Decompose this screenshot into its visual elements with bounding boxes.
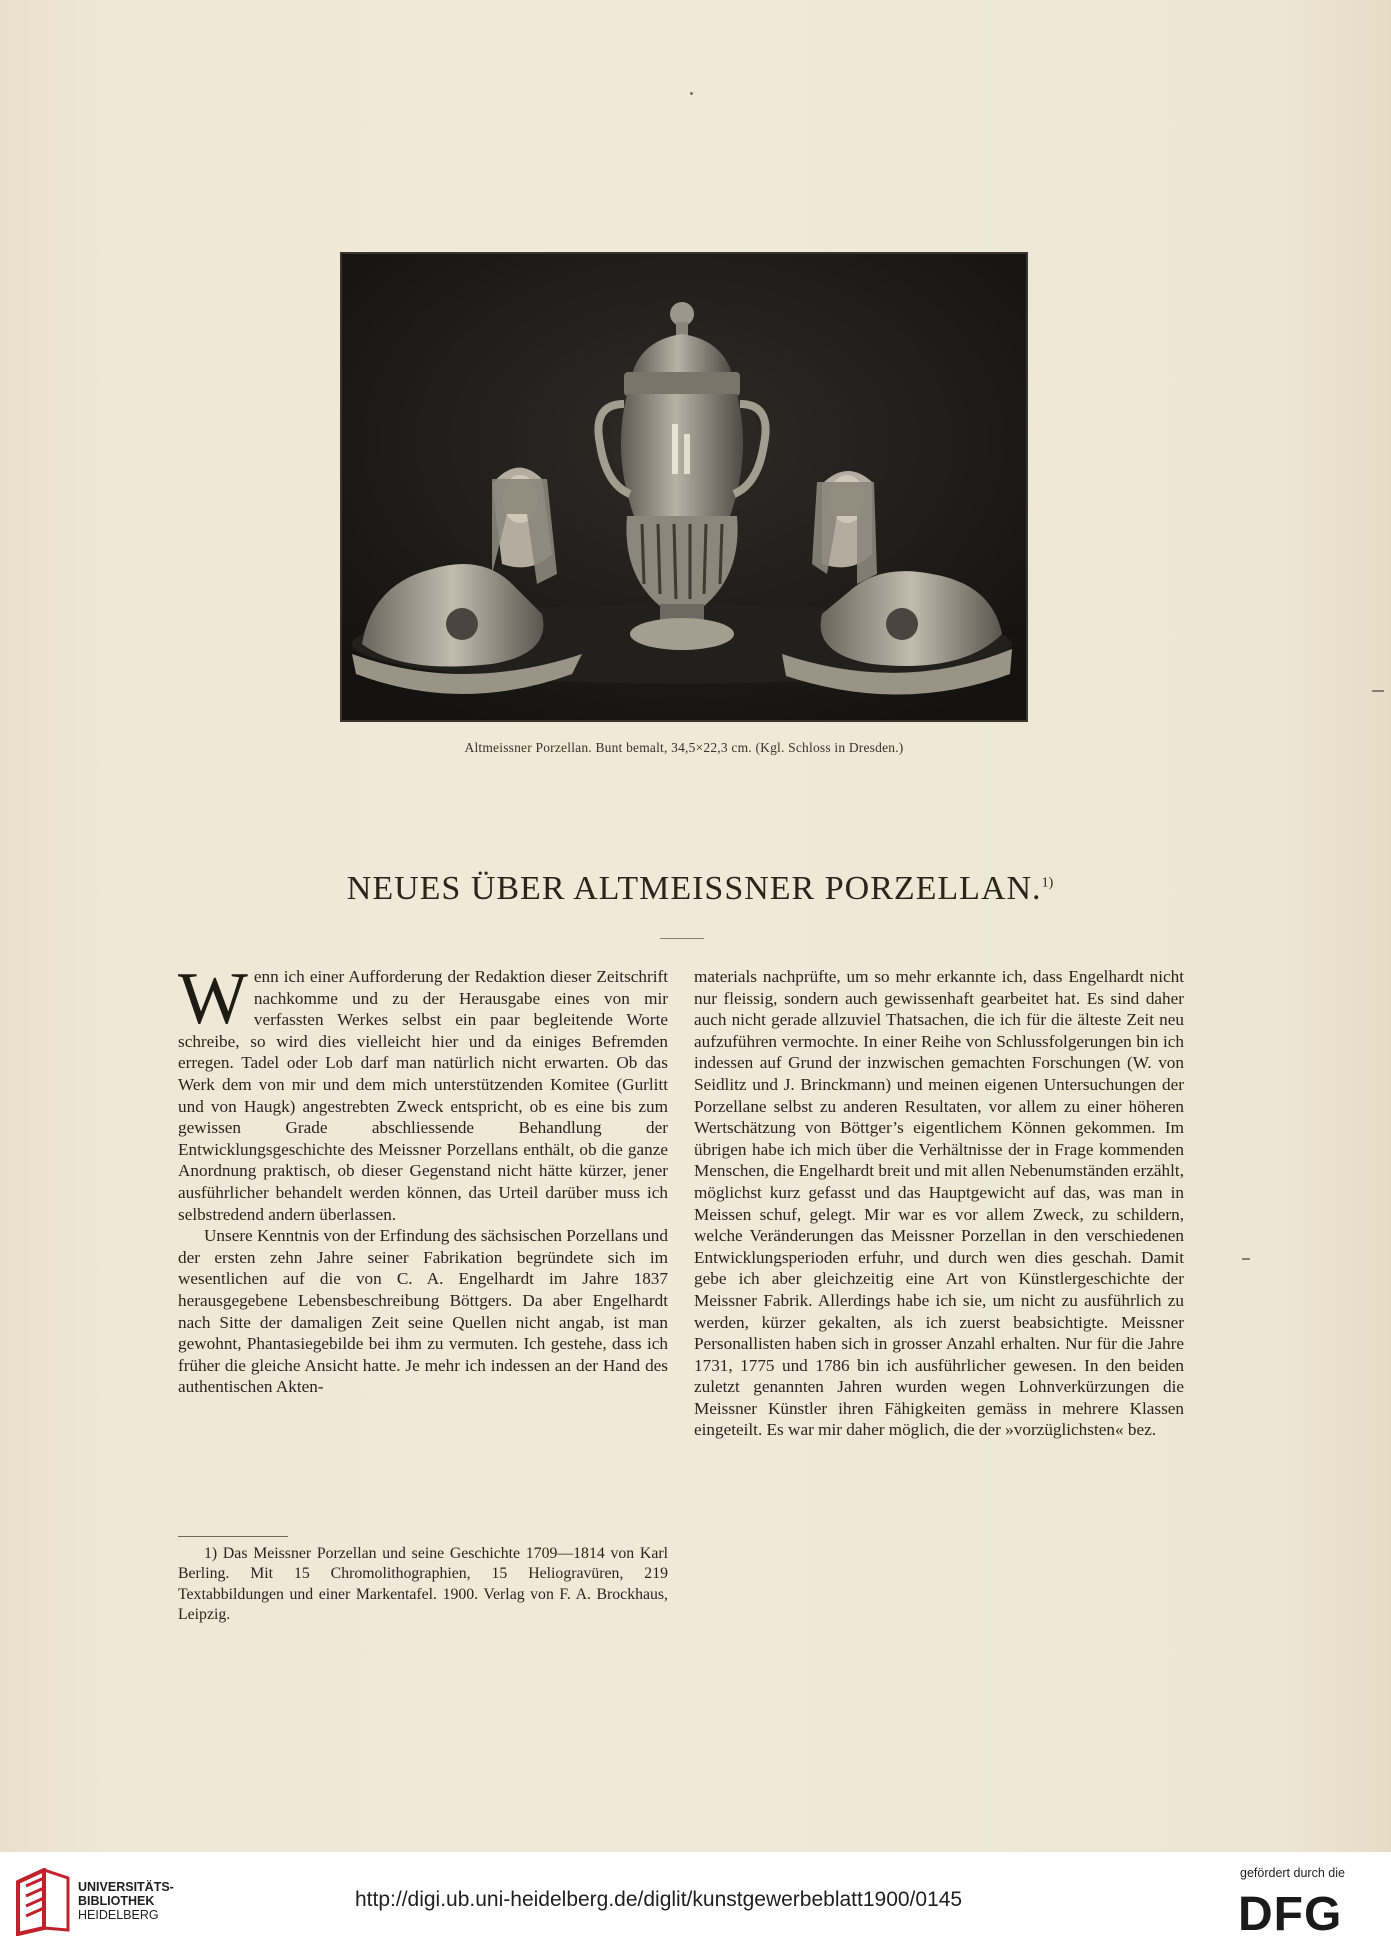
article-title [180,870,1220,908]
article-title-text: NEUES ÜBER ALTMEISSNER PORZELLAN. [346,870,1042,907]
university-library-name[interactable] [78,1880,174,1922]
title-footnote-mark: 1) [1041,875,1054,891]
university-library-logo-icon[interactable] [14,1868,72,1936]
library-line-1: UNIVERSITÄTS- [78,1880,174,1894]
funded-by-label: gefördert durch die [1240,1866,1345,1880]
edge-mark [1372,690,1384,692]
edge-mark [1242,1258,1250,1260]
left-para-1 [178,958,668,1225]
source-url-link[interactable]: http://digi.ub.uni-heidelberg.de/diglit/kunstgewerbeblatt1900/0145 [355,1888,963,1911]
figure-caption: Altmeissner Porzellan. Bunt bemalt, 34,5×22,3 cm. (Kgl. Schloss in Dresden.) [464,740,904,755]
left-column [178,958,668,1398]
bottom-banner [0,1852,1391,1952]
dropcap: W [178,958,248,1040]
left-para-1-text: enn ich einer Aufforderung der Redaktion dieser Zeitschrift nachkomme und zu der Herausgabe eines von mir verfassten Werkes selbst ein paar begleitende Worte schreibe, so wird dies vielleicht hier und da einiges Befremden erregen. Tadel oder Lob darf man natürlich nicht erwarten. Ob das Werk dem von mir und dem mich unterstützenden Komitee (Gurlitt und von Haugk) angestrebten Zweck entspricht, ob es eine bis zum gewissen Grade abschliessende Behandlung der Entwicklungsgeschichte des Meissner Porzellans enthält, ob die ganze Anordnung praktisch, ob dieser Gegenstand nicht hätte kürzer, jener ausführlicher behandelt werden können, das Urteil darüber muss ich selbstredend andern überlassen. [178,967,668,1224]
porcelain-photo-drawing [342,254,1026,720]
library-line-3: HEIDELBERG [78,1908,159,1922]
porcelain-photo [340,252,1028,722]
footnote: 1) Das Meissner Porzellan und seine Geschichte 1709—1814 von Karl Berling. Mit 15 Chromolithographien, 15 Heliogravüren, 219 Textabbildungen und einer Markentafel. 1900. Verlag von F. A. Brockhaus, Leipzig. [178,1545,668,1624]
footnote-rule [178,1536,288,1537]
library-line-2: BIBLIOTHEK [78,1894,155,1908]
dfg-logo-icon[interactable]: DFG [1238,1888,1343,1941]
right-column [694,966,1184,1441]
print-speck [690,92,693,95]
title-rule [660,938,704,939]
right-para-1: materials nachprüfte, um so mehr erkannte ich, dass Engelhardt nicht nur fleissig, sondern auch gewissenhaft gearbeitet hat. Es sind daher auch nicht gerade allzuviel Thatsachen, die ich für die älteste Zeit neu aufzuführen vermochte. In einer Reihe von Schlussfolgerungen bin ich indessen auf Grund der inzwischen gemachten Forschungen (W. von Seidlitz und J. Brinckmann) und meinen eigenen Untersuchungen der Porzellane selbst zu anderen Resultaten, vor allem zu einer höheren Wertschätzung von Böttger’s eigentlichem Können gekommen. Im übrigen habe ich mich über die Verhältnisse der in Frage kommenden Menschen, die Engelhardt breit und mit allen Nebenumständen erzählt, möglichst kurz gefasst und das Hauptgewicht auf das, was man in Meissen schuf, gelegt. Mir war es vor allem Zweck, zu schildern, welche Veränderungen das Meissner Porzellan in den verschiedenen Entwicklungsperioden erfuhr, und durch wen dies geschah. Damit gebe ich aber gleichzeitig eine Art von Künstlergeschichte der Meissner Fabrik. Allerdings habe ich sie, um nicht zu ausführlich zu werden, kürzer gekalten, als ich zuerst beabsichtigte. Meissner Personallisten haben sich in grosser Anzahl erhalten. Nur für die Jahre 1731, 1775 und 1786 bin ich ausführlicher gewesen. In den beiden zuletzt genannten Jahren wurden wegen Lohnverkürzungen die Meissner Künstler ihren Fähigkeiten gemäss in mehrere Klassen eingeteilt. Es war mir daher möglich, die der »vorzüglichsten« bez. [694,967,1184,1440]
left-para-2: Unsere Kenntnis von der Erfindung des sächsischen Porzellans und der ersten zehn Jahre seiner Fabrikation begründete sich im wesentlichen auf die von C. A. Engelhardt im Jahre 1837 herausgegebene Lebensbeschreibung Böttgers. Da aber Engelhardt nach Sitte der damaligen Zeit seine Quellen nicht angab, ist man gewohnt, Phantasiegebilde bei ihm zu vermuten. Ich gestehe, dass ich früher die gleiche Ansicht hatte. Je mehr ich indessen an der Hand des authentischen Akten- [178,1226,668,1397]
